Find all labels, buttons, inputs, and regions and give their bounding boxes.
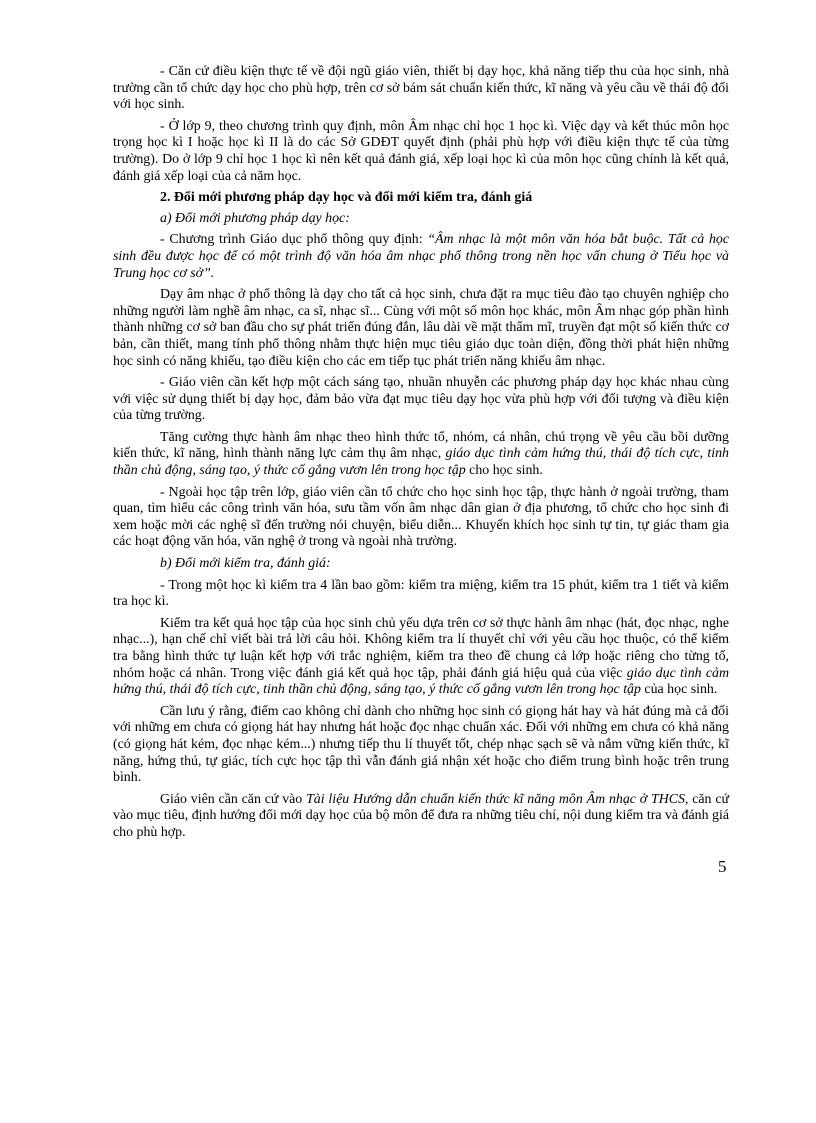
assessment-italic-text: giáo dục tình cảm hứng thú, thái độ tích cực, tinh thần chủ động, sáng tạo, ý thức cố gắng vươn lên trong học tập	[113, 665, 729, 698]
guidance-italic-text: Tài liệu Hướng dẫn chuẩn kiến thức kĩ năng môn Âm nhạc ở THCS,	[306, 791, 689, 807]
curriculum-lead-text: - Chương trình Giáo dục phổ thông quy định:	[160, 232, 428, 248]
practice-italic-text: giáo dục tình cảm hứng thú, thái độ tích cực, tinh thần chủ động, sáng tạo, ý thức cố gắng vươn lên trong học tập	[113, 446, 730, 479]
paragraph-teaching-conditions: - Căn cứ điều kiện thực tế về đội ngũ giáo viên, thiết bị dạy học, khả năng tiếp thu của học sinh, nhà trường cần tổ chức dạy học cho phù hợp, trên cơ sở bám sát chuẩn kiến thức, kĩ năng và yêu cầu về thái độ đối với học sinh.	[113, 64, 729, 113]
guidance-lead-text: Giáo viên cần căn cứ vào	[160, 791, 307, 807]
page-body	[113, 64, 729, 847]
paragraph-music-education-purpose: Dạy âm nhạc ở phổ thông là dạy cho tất cả học sinh, chưa đặt ra mục tiêu đào tạo chuyên nghiệp cho những người làm nghề âm nhạc, ca sĩ, nhạc sĩ... Cùng với một số môn học khác, môn Âm nhạc góp phần hình thành những cơ sở ban đầu cho sự phát triển đúng đắn, lâu dài về mặt thẩm mĩ, truyền đạt một số kiến thức cơ bản, cần thiết, mang tính phổ thông nhằm thực hiện mục tiêu giáo dục toàn diện, đồng thời phát hiện những học sinh có năng khiếu, tạo điều kiện cho các em tiếp tục phát triển năng khiếu âm nhạc.	[113, 287, 729, 369]
subheading-a: a) Đổi mới phương pháp dạy học:	[160, 210, 350, 226]
paragraph-teacher-guidance	[113, 792, 729, 842]
paragraph-curriculum-quote	[113, 232, 729, 282]
paragraph-grading-note: Cần lưu ý rằng, điểm cao không chỉ dành cho những học sinh có giọng hát hay và hát đúng mà cả đối với những em chưa có giọng hát hay nhưng hát hoặc đọc nhạc chuẩn xác. Đối với những em chưa có khả năng (có giọng hát kém, đọc nhạc kém...) nhưng tiếp thu lí thuyết tốt, chép nhạc sạch sẽ và nắm vững kiến thức, kĩ năng, hứng thú, tự giác, tích cực học tập thì vẫn đánh giá nhận xét hoặc cho điểm trung bình hoặc trên trung bình.	[113, 703, 729, 786]
paragraph-practice-emphasis	[113, 430, 729, 480]
paragraph-extracurricular: - Ngoài học tập trên lớp, giáo viên cần tổ chức cho học sinh học tập, thực hành ở ngoài trường, tham quan, tìm hiểu các công trình văn hóa, sưu tầm vốn âm nhạc dân gian ở địa phương, tổ chức cho học sinh đi xem hoặc mời các nghệ sĩ đến trường nói chuyện, biểu diễn... Khuyến khích học sinh tự tin, tự giác tham gia các hoạt động văn hóa, văn nghệ ở trong và ngoài nhà trường.	[113, 484, 729, 550]
section-heading-2: 2. Đổi mới phương pháp dạy học và đổi mới kiểm tra, đánh giá	[160, 190, 533, 206]
guidance-tail-text: căn cứ vào mục tiêu, định hướng đổi mới dạy học của bộ môn để đưa ra những tiêu chí, nội dung kiểm tra và đánh giá cho phù hợp.	[113, 791, 730, 840]
paragraph-grade-9-schedule: - Ở lớp 9, theo chương trình quy định, môn Âm nhạc chỉ học 1 học kì. Việc dạy và kết thúc môn học trọng học kì I hoặc học kì II là do các Sở GDĐT quyết định (phải phù hợp với điều kiện thực tế của từng trường). Do ở lớp 9 chỉ học 1 học kì nên kết quả đánh giá, xếp loại học kì của môn học cũng chính là kết quả, đánh giá xếp loại của cả năm học.	[113, 118, 729, 184]
curriculum-quote-text: “Âm nhạc là một môn văn hóa bắt buộc. Tất cả học sinh đều được học để có một trình độ văn hóa âm nhạc phổ thông trong nền học vấn chung ở Tiểu học và Trung học cơ sở”.	[113, 232, 729, 281]
practice-lead-text: Tăng cường thực hành âm nhạc theo hình thức tổ, nhóm, cá nhân, chú trọng về yêu cầu bồi dưỡng kiến thức, kĩ năng, hình thành năng lực cảm thụ âm nhạc,	[113, 429, 729, 462]
practice-tail-text: cho học sinh.	[465, 463, 543, 479]
subheading-b: b) Đổi mới kiểm tra, đánh giá:	[160, 556, 331, 572]
paragraph-assessment-count: - Trong một học kì kiểm tra 4 lần bao gồm: kiểm tra miệng, kiểm tra 15 phút, kiểm tra 1 tiết và kiểm tra học kì.	[113, 577, 729, 610]
page-number: 5	[718, 857, 727, 876]
paragraph-teaching-methods: - Giáo viên cần kết hợp một cách sáng tạo, nhuần nhuyễn các phương pháp dạy học khác nhau cùng với việc sử dụng thiết bị dạy học, đảm bảo vừa đạt mục tiêu dạy học vừa phù hợp với đối tượng và điều kiện của từng trường.	[113, 375, 729, 424]
assessment-tail-text: của học sinh.	[640, 682, 718, 698]
paragraph-assessment-method	[113, 616, 729, 699]
assessment-lead-text: Kiểm tra kết quả học tập của học sinh chủ yếu dựa trên cơ sở thực hành âm nhạc (hát, đọc nhạc, nghe nhạc...), hạn chế chỉ viết bài trả lời câu hỏi. Không kiểm tra lí thuyết chỉ với yêu cầu học thuộc, có thể kiểm tra bằng hình thức tự luận kết hợp với trắc nghiệm, kiểm tra theo đề chung cả lớp hoặc riêng cho từng tổ, nhóm hoặc cá nhân. Trong việc đánh giá kết quả học tập, phải đánh giá hiệu quả của việc	[113, 615, 729, 681]
